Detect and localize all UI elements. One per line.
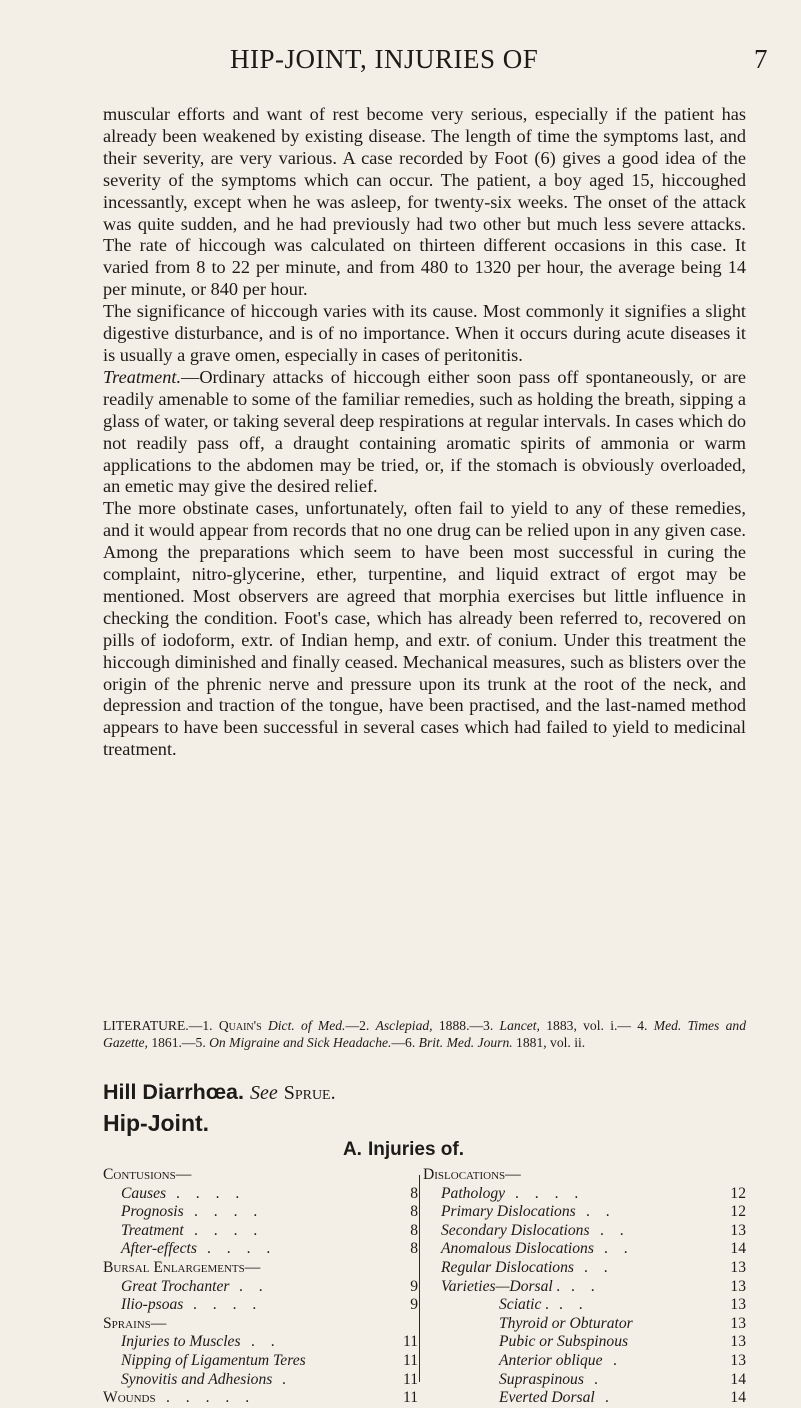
index-row — [103, 1371, 418, 1390]
index-row — [103, 1315, 418, 1334]
index-row — [103, 1259, 418, 1278]
index-label: Wounds — [103, 1389, 156, 1407]
paragraph: muscular efforts and want of rest become very serious, especially if the patient has already been weakened by existing disease. The length of time the symptoms last, and their severity, are very various. A case recorded by Foot (6) gives a good idea of the severity of the symptoms which can occur. The patient, a boy aged 15, hiccoughed incessantly, except when he was asleep, for twenty-six weeks. The onset of the attack was quite sudden, and he had previously had two other but much less severe attacks. The rate of hiccough was calculated on thirteen different occasions in this case. It varied from 8 to 22 per minute, and from 480 to 1320 per hour, the average being 14 per minute, or 840 per hour. — [103, 104, 746, 300]
treatment-paragraph — [103, 367, 746, 498]
index-row — [423, 1222, 746, 1241]
cross-reference: Sprue. — [283, 1082, 336, 1104]
index-leader-dots: . . . . — [207, 1240, 277, 1258]
running-title: HIP-JOINT, INJURIES OF — [230, 44, 539, 74]
index-label: Treatment — [121, 1221, 184, 1239]
subheading-text: Injuries of. — [367, 1139, 465, 1160]
index-label: Dislocations— — [423, 1166, 521, 1183]
page-number: 7 — [754, 44, 768, 74]
ref-title: Dict. of Med. — [261, 1018, 346, 1033]
ref-author: Quain's — [218, 1018, 262, 1033]
index-page-number: 12 — [730, 1184, 746, 1202]
index-page-number: 8 — [410, 1221, 418, 1239]
entry-hill-diarrhoea — [103, 1080, 336, 1105]
subheading-letter: A. — [342, 1139, 362, 1160]
index-page-number: 11 — [402, 1333, 418, 1351]
index-row — [103, 1352, 418, 1371]
index-leader-dots: . . — [604, 1240, 634, 1258]
index-label: Synovitis and Adhesions — [121, 1370, 273, 1388]
index-label: Sprains— — [103, 1314, 167, 1332]
index-page-number: 13 — [730, 1258, 746, 1276]
index-row — [423, 1333, 746, 1352]
index-page-number: 14 — [730, 1389, 746, 1407]
ref-text: 1883, vol. i.— 4. — [539, 1018, 654, 1033]
index-leader-dots: . . . . — [515, 1184, 585, 1202]
index-label: Supraspinous — [499, 1370, 584, 1388]
index-row — [103, 1296, 418, 1315]
index-row — [423, 1352, 746, 1371]
index-page-number: 13 — [730, 1333, 746, 1351]
ref-text: 1861.—5. — [147, 1035, 210, 1050]
index-label: Prognosis — [121, 1203, 184, 1221]
index-page-number: 11 — [402, 1351, 418, 1369]
index-label: Causes — [121, 1184, 167, 1202]
index-row — [103, 1166, 418, 1185]
index-label: Thyroid or Obturator — [499, 1314, 633, 1332]
index-row — [423, 1185, 746, 1204]
index-label: Varieties—Dorsal . — [441, 1277, 561, 1295]
index-left-column — [103, 1166, 418, 1408]
index-label: Anterior oblique — [499, 1351, 603, 1369]
index-label: Regular Dislocations — [441, 1258, 574, 1276]
index-page-number: 8 — [410, 1203, 418, 1221]
index-label: Secondary Dislocations — [441, 1221, 590, 1239]
index-label: Contusions— — [103, 1166, 192, 1183]
index-page-number: 11 — [402, 1389, 418, 1407]
body-text — [103, 104, 746, 761]
index-page-number: 13 — [730, 1351, 746, 1369]
paragraph: The significance of hiccough varies with its cause. Most commonly it signifies a slight digestive disturbance, and is of no importance. When it occurs during acute diseases it is usually a grave omen, especially in cases of peritonitis. — [103, 301, 746, 365]
index-row — [423, 1166, 746, 1185]
index-label: Pubic or Subspinous — [499, 1333, 629, 1351]
index-leader-dots: . . . . — [193, 1296, 263, 1314]
index-page-number: 14 — [730, 1240, 746, 1258]
index-leader-dots: . . . . — [194, 1203, 264, 1221]
ref-title: On Migraine and Sick Headache. — [209, 1035, 392, 1050]
index-leader-dots: . . . . — [194, 1221, 264, 1239]
ref-text: —1. — [188, 1018, 219, 1033]
ref-title: Brit. Med. Journ. — [418, 1035, 513, 1050]
index-leader-dots: . . — [571, 1277, 601, 1295]
ref-title: Med. Times and Gazette, — [103, 1018, 747, 1050]
index-row — [423, 1203, 746, 1222]
see-text: See — [249, 1082, 278, 1104]
index-page-number: 13 — [730, 1277, 746, 1295]
ref-text: 1888.—3. — [432, 1018, 500, 1033]
index-row — [103, 1222, 418, 1241]
entry-hip-joint: Hip-Joint. — [103, 1110, 210, 1136]
paragraph: The more obstinate cases, unfortunately, often fail to yield to any of these remedies, and it would appear from records that no one drug can be relied upon in any given case. Among the preparations which seem to have been most successful in curing the complaint, nitro-glycerine, ether, turpentine, and liquid extract of ergot may be mentioned. Most observers are agreed that morphia exercises but little influence in checking the condition. Foot's case, which has already been referred to, recovered on pills of iodoform, extr. of Indian hemp, and extr. of conium. Under this treatment the hiccough diminished and finally ceased. Mechanical measures, such as blisters over the origin of the phrenic nerve and pressure upon its trunk at the root of the neck, and depression and traction of the tongue, have been practised, and the last-named method appears to have been successful in several cases which had failed to yield to medicinal treatment. — [103, 498, 746, 760]
index-row — [423, 1296, 746, 1315]
index-page-number: 13 — [730, 1221, 746, 1239]
index-label: Sciatic . — [499, 1296, 550, 1314]
subheading — [0, 1139, 801, 1161]
index-leader-dots: . — [613, 1351, 623, 1369]
index-page-number: 9 — [410, 1296, 418, 1314]
index-page-number: 13 — [730, 1296, 746, 1314]
index-row — [423, 1315, 746, 1334]
literature-label: LITERATURE. — [103, 1018, 189, 1033]
entry-title: Hill Diarrhœa. — [103, 1080, 244, 1104]
index-row — [103, 1278, 418, 1297]
index-leader-dots: . . — [586, 1203, 616, 1221]
index-leader-dots: . . — [251, 1333, 281, 1351]
ref-title: Asclepiad, — [375, 1018, 433, 1033]
index-row — [423, 1259, 746, 1278]
index-leader-dots: . . . . — [176, 1184, 246, 1202]
treatment-text: —Ordinary attacks of hiccough either soon pass off spontaneously, or are readily amenable to some of the familiar remedies, such as holding the breath, sipping a glass of water, or taking several deep respirations at regular intervals. In cases which do not readily pass off, a draught containing aromatic spirits of ammonia or warm applications to the abdomen may be tried, or, if the stomach is obviously overloaded, an emetic may give the desired relief. — [103, 366, 746, 497]
ref-text: —6. — [391, 1035, 419, 1050]
index-label: Everted Dorsal — [499, 1389, 595, 1407]
column-divider — [419, 1175, 420, 1382]
index-leader-dots: . — [282, 1370, 292, 1388]
index-label: Anomalous Dislocations — [441, 1240, 594, 1258]
index-leader-dots: . . — [584, 1258, 614, 1276]
index-row — [103, 1389, 418, 1408]
index-page-number: 14 — [730, 1370, 746, 1388]
index-label: Injuries to Muscles — [121, 1333, 241, 1351]
index-page-number: 11 — [402, 1370, 418, 1388]
index-page-number: 8 — [410, 1240, 418, 1258]
index-label: Pathology — [441, 1184, 506, 1202]
index-leader-dots: . — [594, 1370, 604, 1388]
ref-text: —2. — [345, 1018, 376, 1033]
index-row — [423, 1278, 746, 1297]
index-leader-dots: . . — [239, 1277, 269, 1295]
literature-references — [103, 1017, 746, 1051]
ref-text: 1881, vol. ii. — [512, 1035, 586, 1050]
index-page-number: 12 — [730, 1203, 746, 1221]
index-label: Nipping of Ligamentum Teres — [121, 1351, 306, 1369]
index-row — [423, 1240, 746, 1259]
index-label: Great Trochanter — [121, 1277, 230, 1295]
index-row — [423, 1371, 746, 1390]
index-leader-dots: . . — [559, 1296, 589, 1314]
index-label: Bursal Enlargements— — [103, 1258, 261, 1276]
index-page-number: 9 — [410, 1277, 418, 1295]
index-row — [103, 1203, 418, 1222]
treatment-label: Treatment. — [103, 366, 182, 387]
index-row — [103, 1185, 418, 1204]
index-row — [103, 1333, 418, 1352]
index-row — [103, 1240, 418, 1259]
index-page-number: 13 — [730, 1314, 746, 1332]
index-leader-dots: . — [605, 1389, 615, 1407]
index-leader-dots: . . — [600, 1221, 630, 1239]
index-leader-dots: . . . . . — [166, 1389, 256, 1407]
index-row — [423, 1389, 746, 1408]
index-label: Primary Dislocations — [441, 1203, 576, 1221]
index-right-column — [423, 1166, 746, 1408]
index-page-number: 8 — [410, 1184, 418, 1202]
ref-title: Lancet, — [499, 1018, 540, 1033]
index-label: Ilio-psoas — [121, 1296, 184, 1314]
index-label: After-effects — [121, 1240, 197, 1258]
